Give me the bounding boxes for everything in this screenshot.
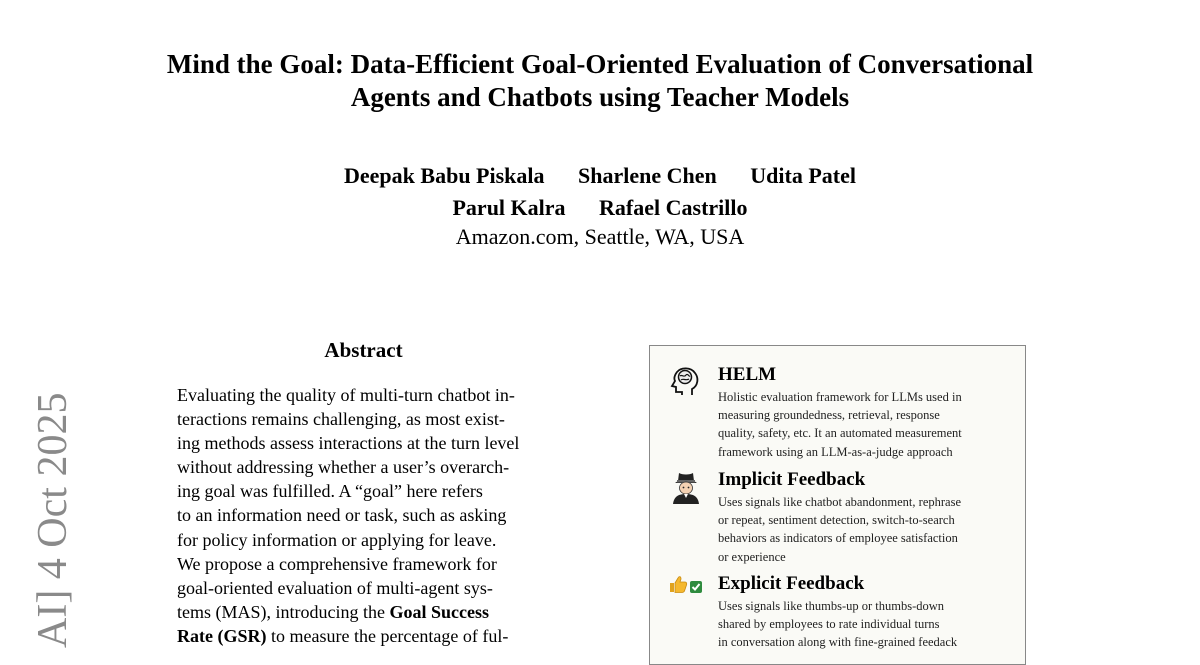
author: Udita Patel	[750, 163, 856, 188]
abstract-line: for policy information or applying for leave.	[177, 529, 497, 550]
author: Sharlene Chen	[578, 163, 717, 188]
abstract-line: Evaluating the quality of multi-turn chatbot in-	[177, 385, 515, 405]
gsr-term: Rate (GSR)	[177, 625, 267, 646]
abstract-text: tems (MAS), introducing the	[177, 601, 385, 622]
abstract-heading: Abstract	[324, 338, 403, 362]
author-row-2	[100, 192, 1100, 224]
description-line: shared by employees to rate individual turns	[718, 617, 940, 632]
arxiv-stamp: AI] 4 Oct 2025	[30, 392, 76, 648]
abstract-line: without addressing whether a user’s overarch-	[177, 457, 510, 478]
item-title: HELM	[718, 364, 777, 385]
affiliation: Amazon.com, Seattle, WA, USA	[455, 224, 745, 249]
author: Deepak Babu Piskala	[344, 163, 545, 188]
description-line: measuring groundedness, retrieval, response	[718, 408, 940, 423]
author-list	[100, 160, 1100, 224]
author: Rafael Castrillo	[599, 195, 748, 220]
description-line: Holistic evaluation framework for LLMs used in	[718, 390, 962, 404]
abstract-line	[177, 600, 550, 624]
goal-success-term: Goal Success	[389, 601, 489, 622]
paper-title	[100, 48, 1100, 114]
description-line: Uses signals like chatbot abandonment, rephrase	[718, 495, 961, 509]
abstract-line: ing methods assess interactions at the turn level	[177, 433, 520, 454]
abstract-text: to measure the percentage of ful-	[270, 625, 509, 646]
description-line: behaviors as indicators of employee satisfaction	[718, 531, 958, 546]
description-line: or repeat, sentiment detection, switch-to-search	[718, 513, 955, 528]
description-line: framework using an LLM-as-a-judge approach	[718, 444, 953, 459]
abstract-line	[177, 624, 550, 648]
description-line: or experience	[718, 549, 786, 564]
thumbs-up-check-icon	[668, 573, 704, 609]
item-title: Implicit Feedback	[718, 469, 866, 490]
item-title: Explicit Feedback	[718, 573, 865, 594]
description-line: quality, safety, etc. It an automated measurement	[718, 426, 962, 441]
detective-icon	[668, 469, 704, 505]
description-line: in conversation along with fine-grained feedack	[718, 635, 958, 650]
description-line: Uses signals like thumbs-up or thumbs-down	[718, 599, 945, 613]
abstract-line: goal-oriented evaluation of multi-agent sys-	[177, 577, 493, 598]
evaluation-methods-figure	[649, 345, 1026, 665]
brain-head-icon	[668, 364, 704, 400]
abstract-line: teractions remains challenging, as most exist-	[177, 409, 505, 430]
author: Parul Kalra	[452, 195, 566, 220]
item-description	[718, 493, 1008, 566]
abstract-body	[177, 383, 550, 648]
abstract-line: to an information need or task, such as asking	[177, 505, 507, 526]
abstract-line: We propose a comprehensive framework for	[177, 553, 497, 574]
abstract-line: ing goal was fulfilled. A “goal” here refers	[177, 481, 483, 502]
item-description	[718, 597, 1008, 652]
item-description	[718, 388, 1008, 461]
title-line-2: Agents and Chatbots using Teacher Models	[350, 82, 850, 112]
author-row-1	[100, 160, 1100, 192]
title-line-1: Mind the Goal: Data-Efficient Goal-Oriented Evaluation of Conversational	[166, 49, 1034, 79]
